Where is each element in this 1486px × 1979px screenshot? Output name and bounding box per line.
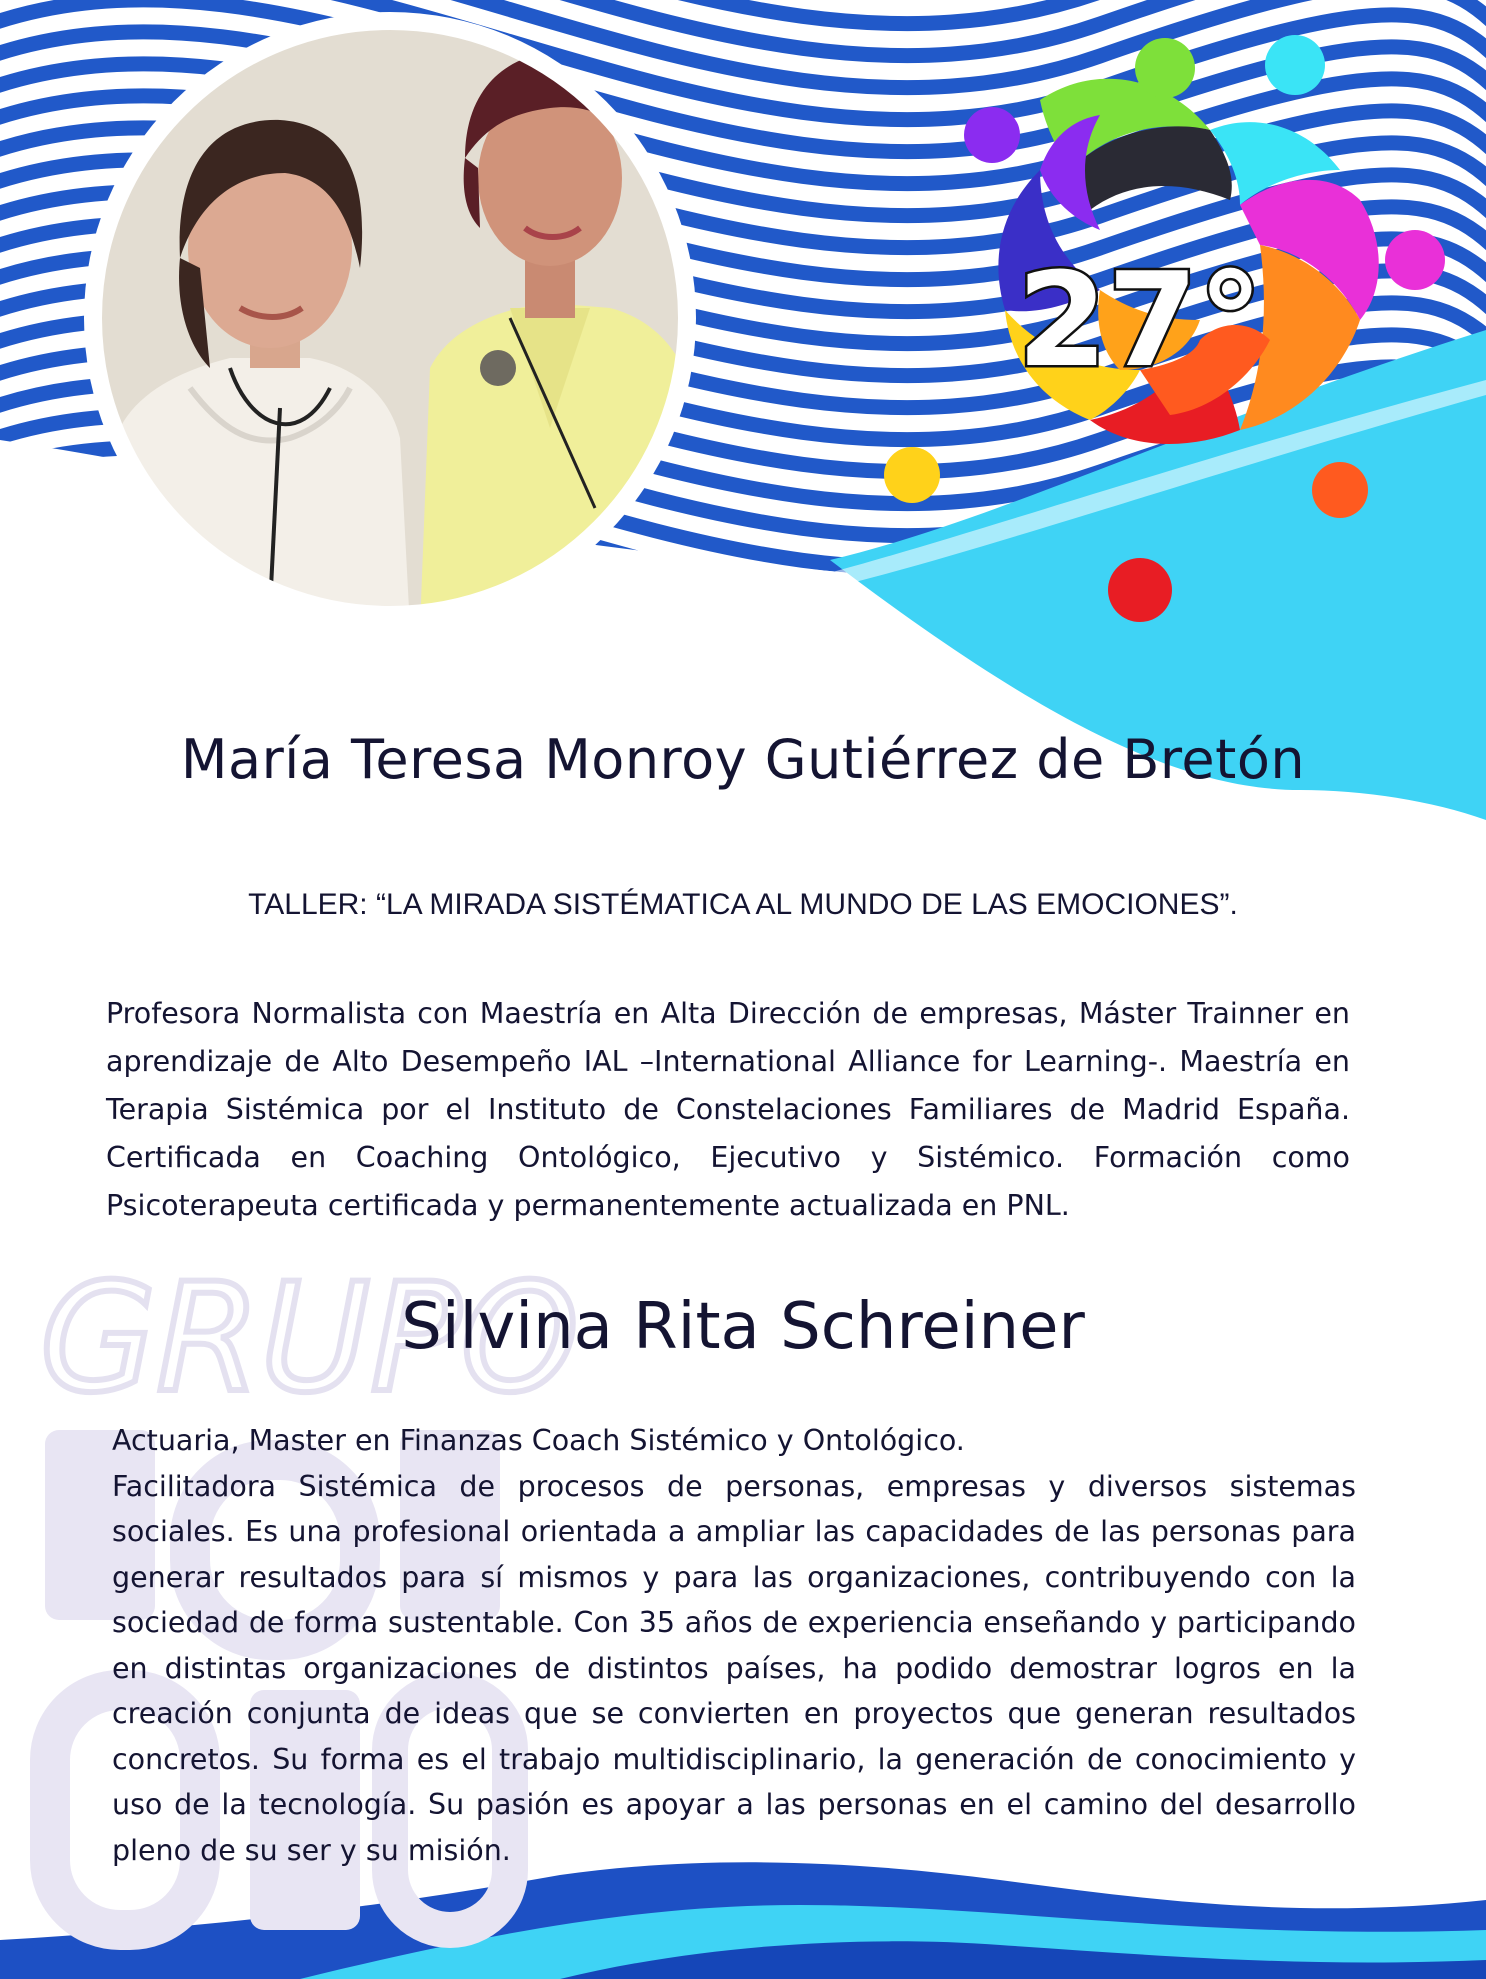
watermark-text: GRUPO xyxy=(40,1252,579,1426)
speaker2-name: Silvina Rita Schreiner xyxy=(401,1290,1085,1364)
speaker1-workshop: TALLER: “LA MIRADA SISTÉMATICA AL MUNDO DE LAS EMOCIONES”. xyxy=(248,888,1238,921)
speaker2-bio-text: Facilitadora Sistémica de procesos de personas, empresas y diversos sistemas sociales. Es una profesional orientada a ampliar las capacidades de las personas para generar resultados para sí mismos y para las organizaciones, contribuyendo con la sociedad de forma sustentable. Con 35 años de experiencia enseñando y participando en distintas organizaciones de distintos países, ha podido demostrar logros en la creación conjunta de ideas que se convierten en proyectos que generan resultados concretos. Su forma es el trabajo multidisciplinario, la generación de conocimiento y uso de la tecnología. Su pasión es apoyar a las personas en el camino del desarrollo pleno de su ser y su misión. xyxy=(112,1469,1356,1867)
logo-number: 27° xyxy=(1017,244,1263,396)
speaker1-name: María Teresa Monroy Gutiérrez de Bretón xyxy=(180,728,1306,791)
anniversary-logo xyxy=(840,20,1460,620)
speaker2-bio-line1: Actuaria, Master en Finanzas Coach Sistémico y Ontológico. xyxy=(112,1424,965,1457)
speaker1-bio: Profesora Normalista con Maestría en Alta Dirección de empresas, Máster Trainner en aprendizaje de Alto Desempeño IAL –International Alliance for Learning-. Maestría en Terapia Sistémica por el Instituto de Constelaciones Familiares de Madrid España. Certificada en Coaching Ontológico, Ejecutivo y Sistémico. Formación como Psicoterapeuta certificada y permanentemente actualizada en PNL. xyxy=(106,997,1350,1222)
speaker2-bio xyxy=(112,1418,1356,1873)
speakers-photo xyxy=(80,8,700,628)
